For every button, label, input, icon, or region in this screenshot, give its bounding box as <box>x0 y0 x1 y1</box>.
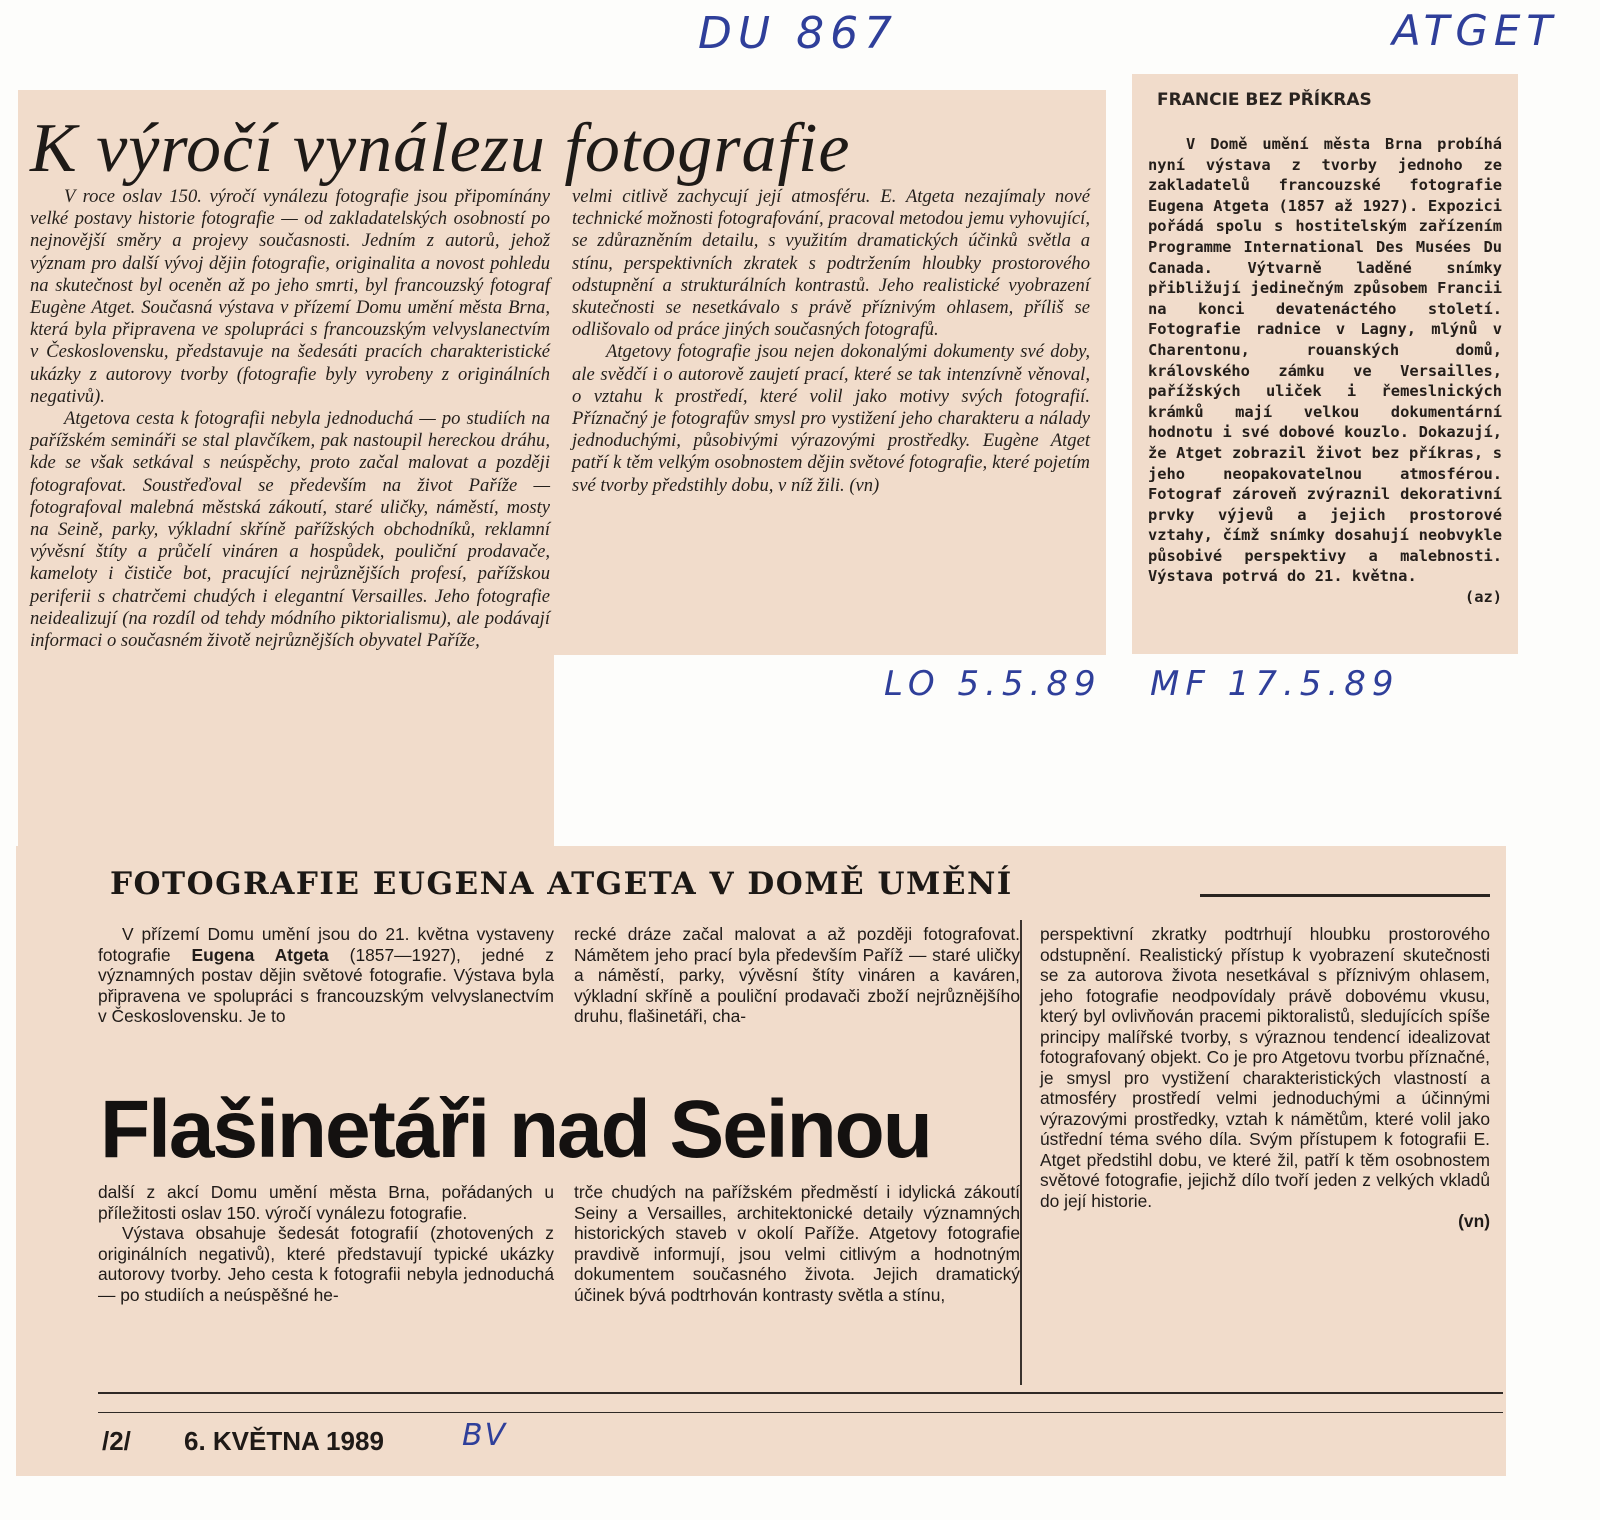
article-c-artist-name: Eugena Atgeta <box>191 944 329 965</box>
article-a-paragraph: Atgetovy fotografie jsou nejen dokonalými dokumenty své doby, ale svědčí i o autorově zaujetí prací, které se tak intenzívně věnoval, o vztahu k prostředí, které volil jako motivy svých fotografií. Příznačný je fotografův smysl pro vystižení jeho charakteru a nálady jednoduchými, působivými výrazovými prostředky. Eugène Atget patří k těm velkým osobnostem dějin světové fotografie, které pojetím své tvorby předstihly dobu, v níž žili. (vn) <box>572 341 1090 496</box>
article-a-paragraph: velmi citlivě zachycují její atmosféru. E. Atgeta nezajímaly nové technické možnosti fotografování, pracoval metodou jemu vyhovující, se zdůrazněním detailu, s využitím dramatických účinků světla a stínu, perspektivních zkratek s podtržením hloubky prostorového odstupnění a strukturálních kontrastů. Jeho realistické vyobrazení skutečnosti se nesetkávalo s právě příznivým ohlasem, příliš se odlišovalo od práce jiných současných fotografů. <box>572 186 1090 341</box>
article-c-column-1-bottom <box>98 1182 554 1305</box>
article-a-column-2 <box>572 186 1090 497</box>
article-b-title: FRANCIE BEZ PŘÍKRAS <box>1157 90 1372 110</box>
handwritten-name: ATGET <box>1392 6 1559 55</box>
column-divider <box>1020 920 1022 1385</box>
handwritten-code: DU 867 <box>698 8 899 59</box>
article-c-headline: Flašinetáři nad Seinou <box>100 1084 931 1175</box>
article-c-paragraph: Výstava obsahuje šedesát fotografií (zhotovených z originálních negativů), které představují typické ukázky autorovy tvorby. Jeho cesta k fotografii nebyla jednoduchá — po studiích a neúspěšné he- <box>98 1223 554 1305</box>
article-c-column-1-top <box>98 924 554 1027</box>
article-c-paragraph: další z akcí Domu umění města Brna, pořádaných u příležitosti oslav 150. výročí vynálezu fotografie. <box>98 1182 554 1223</box>
article-c-column-2-bottom <box>574 1182 1020 1305</box>
footer-rule-lower <box>98 1412 1503 1413</box>
article-c-paragraph: recké dráze začal malovat a až později fotografovat. Námětem jeho prací byla především Paříž — staré uličky a náměstí, parky, vývěsní štíty vináren a kaváren, výkladní skříně a pouliční prodavači zboží nejrůznějšího druhu, flašinetáři, cha- <box>574 924 1020 1026</box>
article-b-column <box>1148 134 1502 608</box>
article-c-paragraph: trče chudých na pařížském předměstí i idylická zákoutí Seiny a Versailles, architektonické detaily významných historických staveb v okolí Paříže. Atgetovy fotografie pravdivě informují, jsou velmi citlivým a hodnotným dokumentem současného života. Jejich dramatický účinek bývá podtrhován kontrasty světla a stínu, <box>574 1182 1020 1305</box>
article-c-paragraph: perspektivní zkratky podtrhují hloubku prostorového odstupnění. Realistický přístup k vyobrazení skutečnosti se za autorova života nesetkával s příznivým ohlasem, jeho fotografie neodpovídaly právě dobovému vkusu, který byl ovlivňován pracemi piktoralistů, sledujících spíše principy malířské tvorby, s výraznou tendencí idealizovat fotografovaný objekt. Co je pro Atgetovu tvorbu příznačné, je smysl pro vystižení charakteristických vlastností a atmosféry prostředí velmi jednoduchými a účinnými výrazovými prostředky, vztah k námětům, které volil jako ústřední téma svého díla. Svým přístupem k fotografii E. Atget předstihl dobu, ve které žil, patří k těm osobnostem světové fotografie, jejichž dílo tvoří jeden z velkých vkladů do její historie. <box>1040 924 1490 1211</box>
article-a-paragraph: V roce oslav 150. výročí vynálezu fotografie jsou připomínány velké postavy historie fotografie — od zakladatelských osobností po nejnovější směry a projevy současnosti. Jedním z autorů, jehož význam pro další vývoj dějin fotografie, originalita a novost pohledu na skutečnost byl oceněn až po jeho smrti, byl francouzský fotograf Eugène Atget. Současná výstava v přízemí Domu umění města Brna, která byla připravena ve spolupráci s francouzským velvyslanectvím v Československu, představuje na šedesáti pracích charakteristické ukázky z autorovy tvorby (fotografie byly vyrobeny z originálních negativů). <box>30 186 550 407</box>
article-c-column-3 <box>1040 924 1490 1232</box>
article-c-signature: (vn) <box>1458 1211 1490 1231</box>
article-c-kicker: FOTOGRAFIE EUGENA ATGETA V DOMĚ UMĚNÍ <box>110 866 1013 902</box>
article-c-lead: V přízemí Domu umění jsou do 21. května vystaveny fotografie <box>98 924 554 965</box>
article-b-paragraph: V Domě umění města Brna probíhá nyní výstava z tvorby jednoho ze zakladatelů francouzské fotografie Eugena Atgeta (1857 až 1927). Expozici pořádá spolu s hostitelským zařízením Programme International Des Musées Du Canada. Výtvarně laděné snímky přibližují jedinečným způsobem Francii na konci devatenáctého století. Fotografie radnice v Lagny, mlýnů v Charentonu, rouanských domů, královského zámku ve Versailles, pařížských uliček i řemeslnických krámků mají velkou dokumentární hodnotu i své dobové kouzlo. Dokazují, že Atget zobrazil život bez příkras, s jeho neopakovatelnou atmosférou. Fotograf zároveň zvýraznil dekorativní prvky výjevů a jejich prostorové vztahy, čímž snímky dosahují neobvykle působivé perspektivy a malebnosti. Výstava potrvá do 21. května. <box>1148 135 1502 586</box>
issue-date: 6. KVĚTNA 1989 <box>184 1426 384 1456</box>
kicker-rule <box>1200 894 1490 897</box>
article-a-title: K výročí vynálezu fotografie <box>30 110 851 187</box>
handwritten-date-lo: LO 5.5.89 <box>884 664 1102 704</box>
article-c-paragraph <box>98 924 554 1027</box>
footer-rule <box>98 1392 1503 1394</box>
handwritten-initials: BV <box>462 1418 508 1453</box>
article-a-paragraph: Atgetova cesta k fotografii nebyla jednoduchá — po studiích na pařížském semináři se stal plavčíkem, pak nastoupil hereckou dráhu, kde se však setkával s neúspěchy, proto začal malovat a později fotografovat. Soustřeďoval se především na život Paříže — fotografoval malebná městská zákoutí, staré uličky, náměstí, mosty na Seině, parky, výkladní skříně pařížských obchodníků, reklamní vývěsní štíty a průčelí vináren a hospůdek, pouliční prodavače, kameloty i čističe bot, pracující nejrůznějších profesí, pařížskou periferii s chatrčemi chudých i elegantní Versailles. Jeho fotografie neidealizují (na rozdíl od tehdy módního piktorialismu), ale podávají informaci o současném životě nejrůznějších obyvatel Paříže, <box>30 408 550 652</box>
article-a-column-1 <box>30 186 550 652</box>
handwritten-date-mf: MF 17.5.89 <box>1150 664 1400 704</box>
article-c-lead-rest: (1857—1927), jedné z významných postav dějin světové fotografie. Výstava byla připravena ve spolupráci s francouzským velvyslanectvím v Československu. Je to <box>98 944 554 1026</box>
page-number: /2/ <box>102 1426 131 1456</box>
article-b-signature: (az) <box>1464 588 1502 607</box>
article-c-column-2-top <box>574 924 1020 1027</box>
